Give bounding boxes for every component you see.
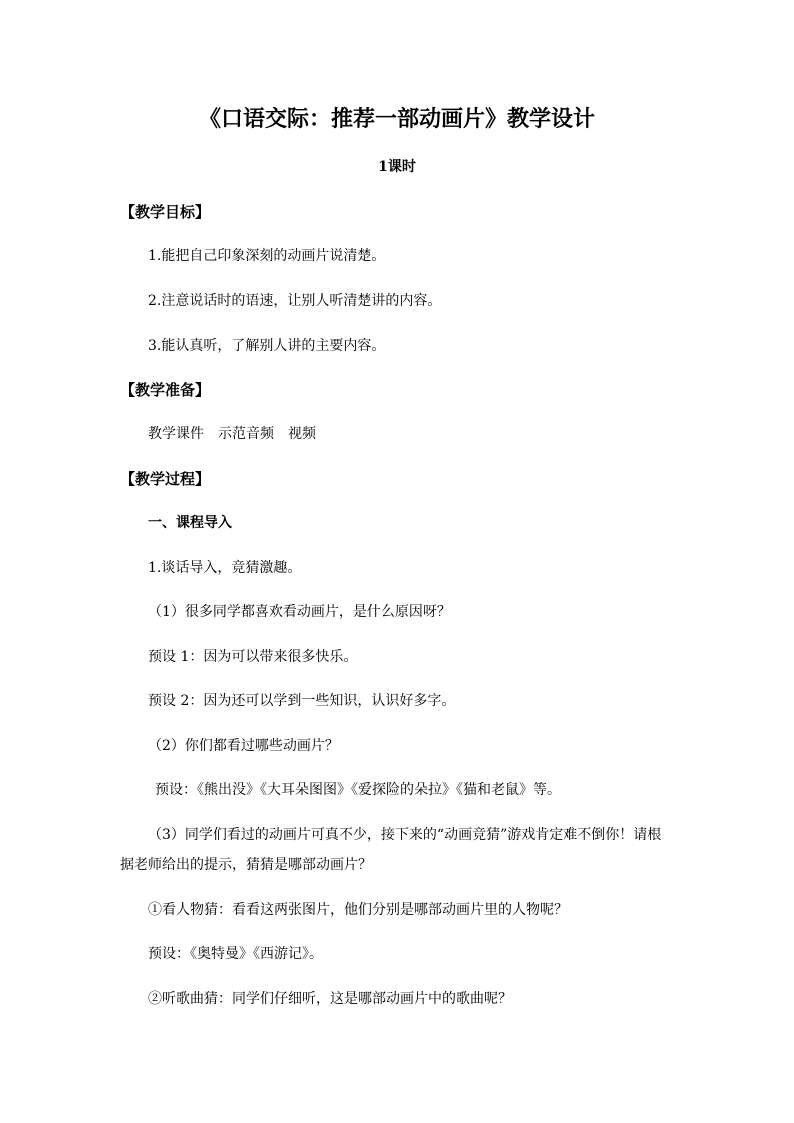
- goal-item-2: 2.注意说话时的语速，让别人听清楚讲的内容。: [148, 293, 442, 309]
- process-line-7: （3）同学们看过的动画片可真不少，接下来的“动画竞猜”游戏肯定难不倒你！请根: [148, 827, 662, 843]
- process-line-4: 预设 2：因为还可以学到一些知识，认识好多字。: [148, 693, 456, 709]
- process-line-8: 据老师给出的提示，猜猜是哪部动画片？: [120, 857, 372, 873]
- process-line-6: 预设：《熊出没》《大耳朵图图》《爱探险的朵拉》《猫和老鼠》等。: [155, 782, 561, 798]
- process-line-10: 预设：《奥特曼》《西游记》。: [148, 946, 323, 962]
- process-line-9: ①看人物猜：看看这两张图片，他们分别是哪部动画片里的人物呢？: [148, 902, 568, 918]
- prep-item-audio: 示范音频: [218, 426, 274, 442]
- process-line-5: （2）你们都看过哪些动画片？: [148, 738, 339, 754]
- process-line-11: ②听歌曲猜：同学们仔细听，这是哪部动画片中的歌曲呢？: [148, 991, 512, 1007]
- goal-item-3: 3.能认真听，了解别人讲的主要内容。: [148, 338, 386, 354]
- document-subtitle: 1课时: [378, 159, 416, 175]
- section-heading-prep: 【教学准备】: [120, 381, 211, 399]
- prep-materials: [148, 424, 316, 444]
- process-line-1: 1.谈话导入，竞猜激趣。: [148, 560, 302, 576]
- section-heading-process: 【教学过程】: [120, 470, 211, 488]
- section-heading-goals: 【教学目标】: [120, 203, 211, 221]
- goal-item-1: 1.能把自己印象深刻的动画片说清楚。: [148, 248, 386, 264]
- prep-item-courseware: 教学课件: [148, 426, 204, 442]
- process-part-heading: 一、课程导入: [148, 515, 232, 531]
- process-line-2: （1）很多同学都喜欢看动画片，是什么原因呀？: [148, 604, 451, 620]
- prep-item-video: 视频: [288, 426, 316, 442]
- document-title: 《口语交际：推荐一部动画片》教学设计: [198, 106, 595, 132]
- process-line-3: 预设 1：因为可以带来很多快乐。: [148, 649, 358, 665]
